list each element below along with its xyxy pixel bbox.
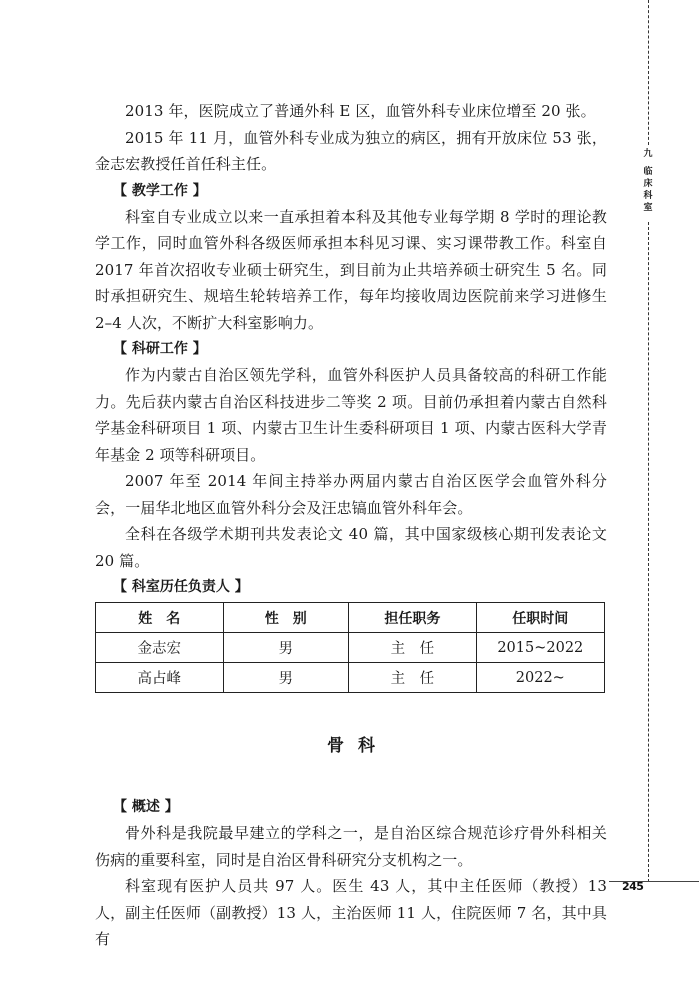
table-cell: 主 任	[349, 663, 477, 693]
chapter-number: 九	[643, 149, 653, 159]
chapter-char: 科	[643, 191, 653, 201]
table-cell: 主 任	[349, 633, 477, 663]
table-header-cell: 担任职务	[349, 603, 477, 633]
research-paragraph: 全科在各级学术期刊共发表论文 40 篇，其中国家级核心期刊发表论文 20 篇。	[95, 525, 607, 570]
research-paragraph: 作为内蒙古自治区领先学科，血管外科医护人员具备较高的科研工作能力。先后获内蒙古自治区科技进步二等奖 2 项。目前仍承担着内蒙古自然科学基金科研项目 1 项、内蒙古卫生计生委科研项目 1 项、内蒙古医科大学青年基金 2 项等科研项目。	[95, 366, 607, 464]
research-paragraph: 2007 年至 2014 年间主持举办两届内蒙古自治区医学会血管外科分会，一届华北地区血管外科分会及汪忠镐血管外科年会。	[95, 472, 607, 517]
chapter-char: 室	[643, 203, 653, 213]
table-header-cell: 姓 名	[96, 603, 224, 633]
table-cell: 金志宏	[96, 633, 224, 663]
paragraph: 2015 年 11 月，血管外科专业成为独立的病区，拥有开放床位 53 张，金志宏教授任首任科主任。	[95, 128, 607, 173]
chapter-side-label	[639, 148, 657, 214]
margin-dashed-rule-bottom	[648, 222, 649, 882]
leaders-table	[95, 602, 605, 693]
table-cell: 男	[223, 633, 349, 663]
table-cell: 男	[223, 663, 349, 693]
page-number: 245	[622, 880, 644, 893]
table-row	[96, 633, 605, 663]
overview-paragraph: 骨外科是我院最早建立的学科之一，是自治区综合规范诊疗骨外科相关伤病的重要科室，同时是自治区骨科研究分支机构之一。	[95, 824, 607, 869]
paragraph: 2013 年，医院成立了普通外科 E 区，血管外科专业床位增至 20 张。	[125, 102, 596, 120]
department-title: 骨科	[327, 736, 389, 756]
chapter-char: 床	[643, 179, 653, 189]
research-heading: 【 科研工作 】	[113, 341, 207, 357]
margin-dashed-rule-top	[648, 0, 649, 145]
table-cell: 2022~	[476, 663, 604, 693]
overview-paragraph: 科室现有医护人员共 97 人。医生 43 人，其中主任医师（教授）13 人，副主任医师（副教授）13 人，主治医师 11 人，住院医师 7 名，其中具有	[95, 877, 607, 948]
overview-heading: 【 概述 】	[113, 799, 179, 815]
table-row	[96, 663, 605, 693]
teaching-heading: 【 教学工作 】	[113, 182, 207, 199]
table-cell: 高占峰	[96, 663, 224, 693]
chapter-char: 临	[643, 167, 653, 177]
leaders-heading: 【 科室历任负责人 】	[113, 579, 249, 595]
teaching-paragraph: 科室自专业成立以来一直承担着本科及其他专业每学期 8 学时的理论教学工作，同时血管外科各级医师承担本科见习课、实习课带教工作。科室自 2017 年首次招收专业硕士研究生，到目前为止共培养硕士研究生 5 名。同时承担研究生、规培生轮转培养工作，每年均接收周边医院前来学习进修生 2–4 人次，不断扩大科室影响力。	[95, 207, 607, 332]
table-cell: 2015~2022	[476, 633, 604, 663]
page-content	[95, 98, 607, 953]
table-header-cell: 任职时间	[476, 603, 604, 633]
table-header-cell: 性 别	[223, 603, 349, 633]
table-header-row	[96, 603, 605, 633]
